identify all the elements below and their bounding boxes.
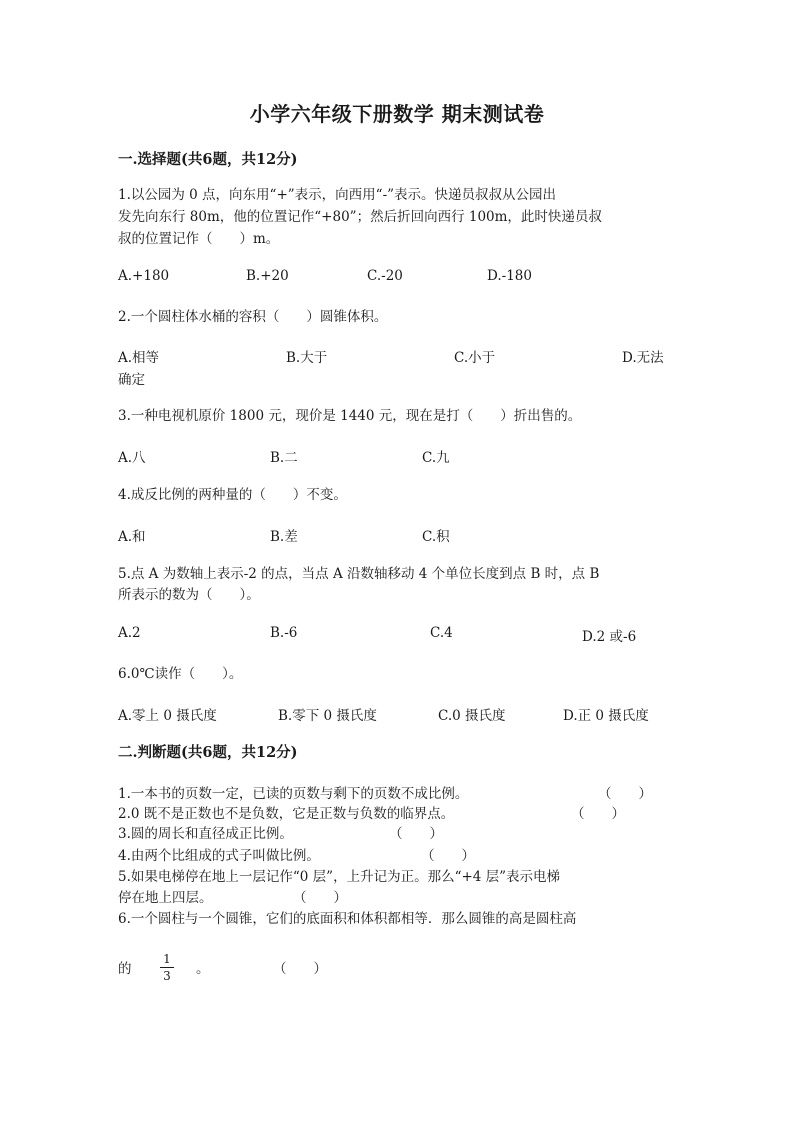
q3-option-b: B.二	[270, 450, 298, 466]
question-6: 6.0℃读作（ ）。	[118, 666, 243, 682]
q4-option-c: C.积	[422, 529, 450, 545]
q6-option-d: D.正 0 摄氏度	[563, 708, 649, 724]
q5-option-c: C.4	[430, 625, 453, 641]
judgement-5-line-2: 停在地上四层。	[118, 890, 213, 906]
judgement-2: 2.0 既不是正数也不是负数，它是正数与负数的临界点。	[118, 806, 455, 822]
q3-option-c: C.九	[422, 450, 450, 466]
q2-option-a: A.相等	[118, 350, 160, 366]
q2-option-c: C.小于	[454, 350, 496, 366]
fraction-bar	[160, 967, 174, 968]
q6-option-a: A.零上 0 摄氏度	[118, 708, 217, 724]
judgement-3: 3.圆的周长和直径成正比例。	[118, 826, 293, 842]
judgement-5-line-1: 5.如果电梯停在地上一层记作“0 层”，上升记为正。那么“+4 层”表示电梯	[118, 869, 561, 885]
fraction-denominator: 3	[163, 969, 171, 983]
fraction-one-third	[160, 952, 174, 983]
judgement-5-blank: （ ）	[293, 890, 347, 906]
judgement-3-blank: （ ）	[389, 826, 443, 842]
judgement-4-blank: （ ）	[421, 848, 475, 864]
judgement-2-blank: （ ）	[571, 806, 625, 822]
judgement-1: 1.一本书的页数一定，已读的页数与剩下的页数不成比例。	[118, 786, 469, 802]
section-heading-choice: 一.选择题(共6题，共12分)	[118, 151, 298, 168]
q1-option-b: B.+20	[246, 268, 289, 284]
judgement-1-blank: （ ）	[598, 786, 652, 802]
question-1-line-3: 叔的位置记作（ ）m。	[118, 231, 280, 247]
judgement-6-prefix: 的	[118, 961, 132, 977]
question-4: 4.成反比例的两种量的（ ）不变。	[118, 487, 347, 503]
judgement-6-blank: （ ）	[273, 961, 327, 977]
question-2: 2.一个圆柱体水桶的容积（ ）圆锥体积。	[118, 309, 388, 325]
question-5-line-2: 所表示的数为（ ）。	[118, 587, 260, 603]
judgement-4: 4.由两个比组成的式子叫做比例。	[118, 848, 320, 864]
q2-option-d-wrap: 确定	[118, 372, 145, 388]
question-1-line-2: 发先向东行 80m，他的位置记作“+80”；然后折回向西行 100m，此时快递员叔	[118, 209, 602, 225]
question-3: 3.一种电视机原价 1800 元，现价是 1440 元，现在是打（ ）折出售的。	[118, 408, 582, 424]
q6-option-c: C.0 摄氏度	[438, 708, 506, 724]
q4-option-b: B.差	[270, 529, 298, 545]
q6-option-b: B.零下 0 摄氏度	[278, 708, 377, 724]
judgement-6-line-1: 6.一个圆柱与一个圆锥，它们的底面积和体积都相等．那么圆锥的高是圆柱高	[118, 911, 577, 927]
q5-option-b: B.-6	[270, 625, 298, 641]
q1-option-a: A.+180	[118, 268, 170, 284]
q2-option-d: D.无法	[622, 350, 664, 366]
page-title: 小学六年级下册数学 期末测试卷	[249, 102, 545, 126]
q2-option-b: B.大于	[286, 350, 328, 366]
judgement-6-suffix: 。	[196, 961, 210, 977]
q5-option-d: D.2 或-6	[582, 629, 637, 645]
q1-option-c: C.-20	[367, 268, 403, 284]
q3-option-a: A.八	[118, 450, 146, 466]
q5-option-a: A.2	[118, 625, 141, 641]
fraction-numerator: 1	[163, 952, 171, 966]
q4-option-a: A.和	[118, 529, 146, 545]
q1-option-d: D.-180	[487, 268, 532, 284]
question-1-line-1: 1.以公园为 0 点，向东用“+”表示，向西用“-”表示。快递员叔叔从公园出	[118, 187, 557, 203]
section-heading-judgement: 二.判断题(共6题，共12分)	[118, 744, 298, 761]
question-5-line-1: 5.点 A 为数轴上表示-2 的点，当点 A 沿数轴移动 4 个单位长度到点 B 时，点 B	[118, 566, 600, 582]
